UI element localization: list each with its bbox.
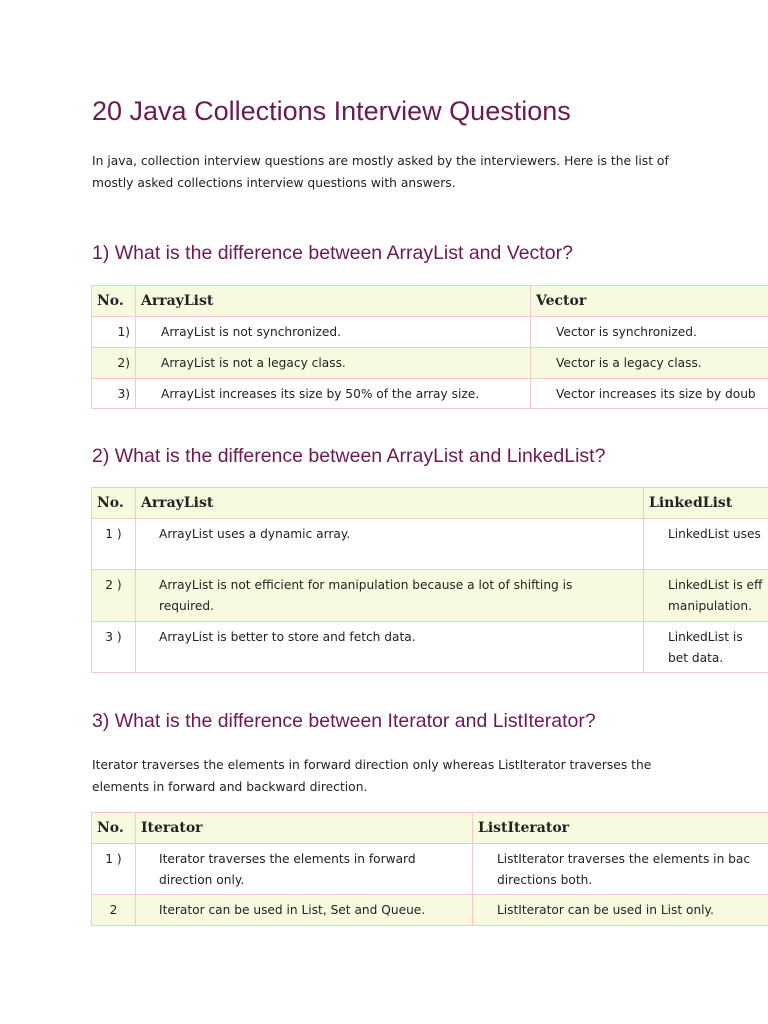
question-3-text: Iterator traverses the elements in forward direction only whereas ListIterator traverses the elements in forward and backward direction. <box>92 758 652 794</box>
row-number: 1) <box>92 317 136 348</box>
table-cell: ArrayList is not synchronized. <box>136 317 531 348</box>
question-2-heading: 2) What is the difference between ArrayList and LinkedList? <box>92 445 606 467</box>
iterator-listiterator-table <box>91 812 768 926</box>
header-listiterator: ListIterator <box>473 813 768 844</box>
table-cell: LinkedList is bet data. <box>644 622 768 673</box>
table-cell: ListIterator can be used in List only. <box>473 895 768 926</box>
row-number: 3) <box>92 379 136 409</box>
header-arraylist: ArrayList <box>136 488 644 519</box>
header-no: No. <box>92 813 136 844</box>
row-number: 2) <box>92 348 136 379</box>
table-cell: Vector increases its size by doub <box>531 379 768 409</box>
table-cell: ArrayList increases its size by 50% of the array size. <box>136 379 531 409</box>
page-title: 20 Java Collections Interview Questions <box>92 96 571 126</box>
row-number: 2 <box>92 895 136 926</box>
table-cell: Vector is a legacy class. <box>531 348 768 379</box>
header-vector: Vector <box>531 286 768 317</box>
arraylist-linkedlist-table <box>91 487 768 673</box>
table-cell: ArrayList uses a dynamic array. <box>136 519 644 570</box>
header-no: No. <box>92 488 136 519</box>
header-linkedlist: LinkedList <box>644 488 768 519</box>
header-iterator: Iterator <box>136 813 473 844</box>
table-cell: Iterator traverses the elements in forward direction only. <box>136 844 473 895</box>
table-cell: ArrayList is not efficient for manipulation because a lot of shifting is required. <box>136 570 644 622</box>
header-no: No. <box>92 286 136 317</box>
table-cell: LinkedList is eff manipulation. <box>644 570 768 622</box>
table-cell: LinkedList uses <box>644 519 768 570</box>
table-cell: ListIterator traverses the elements in bac directions both. <box>473 844 768 895</box>
table-cell: Iterator can be used in List, Set and Queue. <box>136 895 473 926</box>
row-number: 3 ) <box>92 622 136 673</box>
table-cell: ArrayList is not a legacy class. <box>136 348 531 379</box>
header-arraylist: ArrayList <box>136 286 531 317</box>
intro-text: In java, collection interview questions are mostly asked by the interviewers. Here is the list of mostly asked collections interview questions with answers. <box>92 154 669 190</box>
arraylist-vector-table <box>91 285 768 409</box>
question-3-heading: 3) What is the difference between Iterator and ListIterator? <box>92 710 596 732</box>
table-cell: Vector is synchronized. <box>531 317 768 348</box>
row-number: 1 ) <box>92 519 136 570</box>
row-number: 1 ) <box>92 844 136 895</box>
table-cell: ArrayList is better to store and fetch data. <box>136 622 644 673</box>
row-number: 2 ) <box>92 570 136 622</box>
question-1-heading: 1) What is the difference between ArrayList and Vector? <box>92 242 573 264</box>
